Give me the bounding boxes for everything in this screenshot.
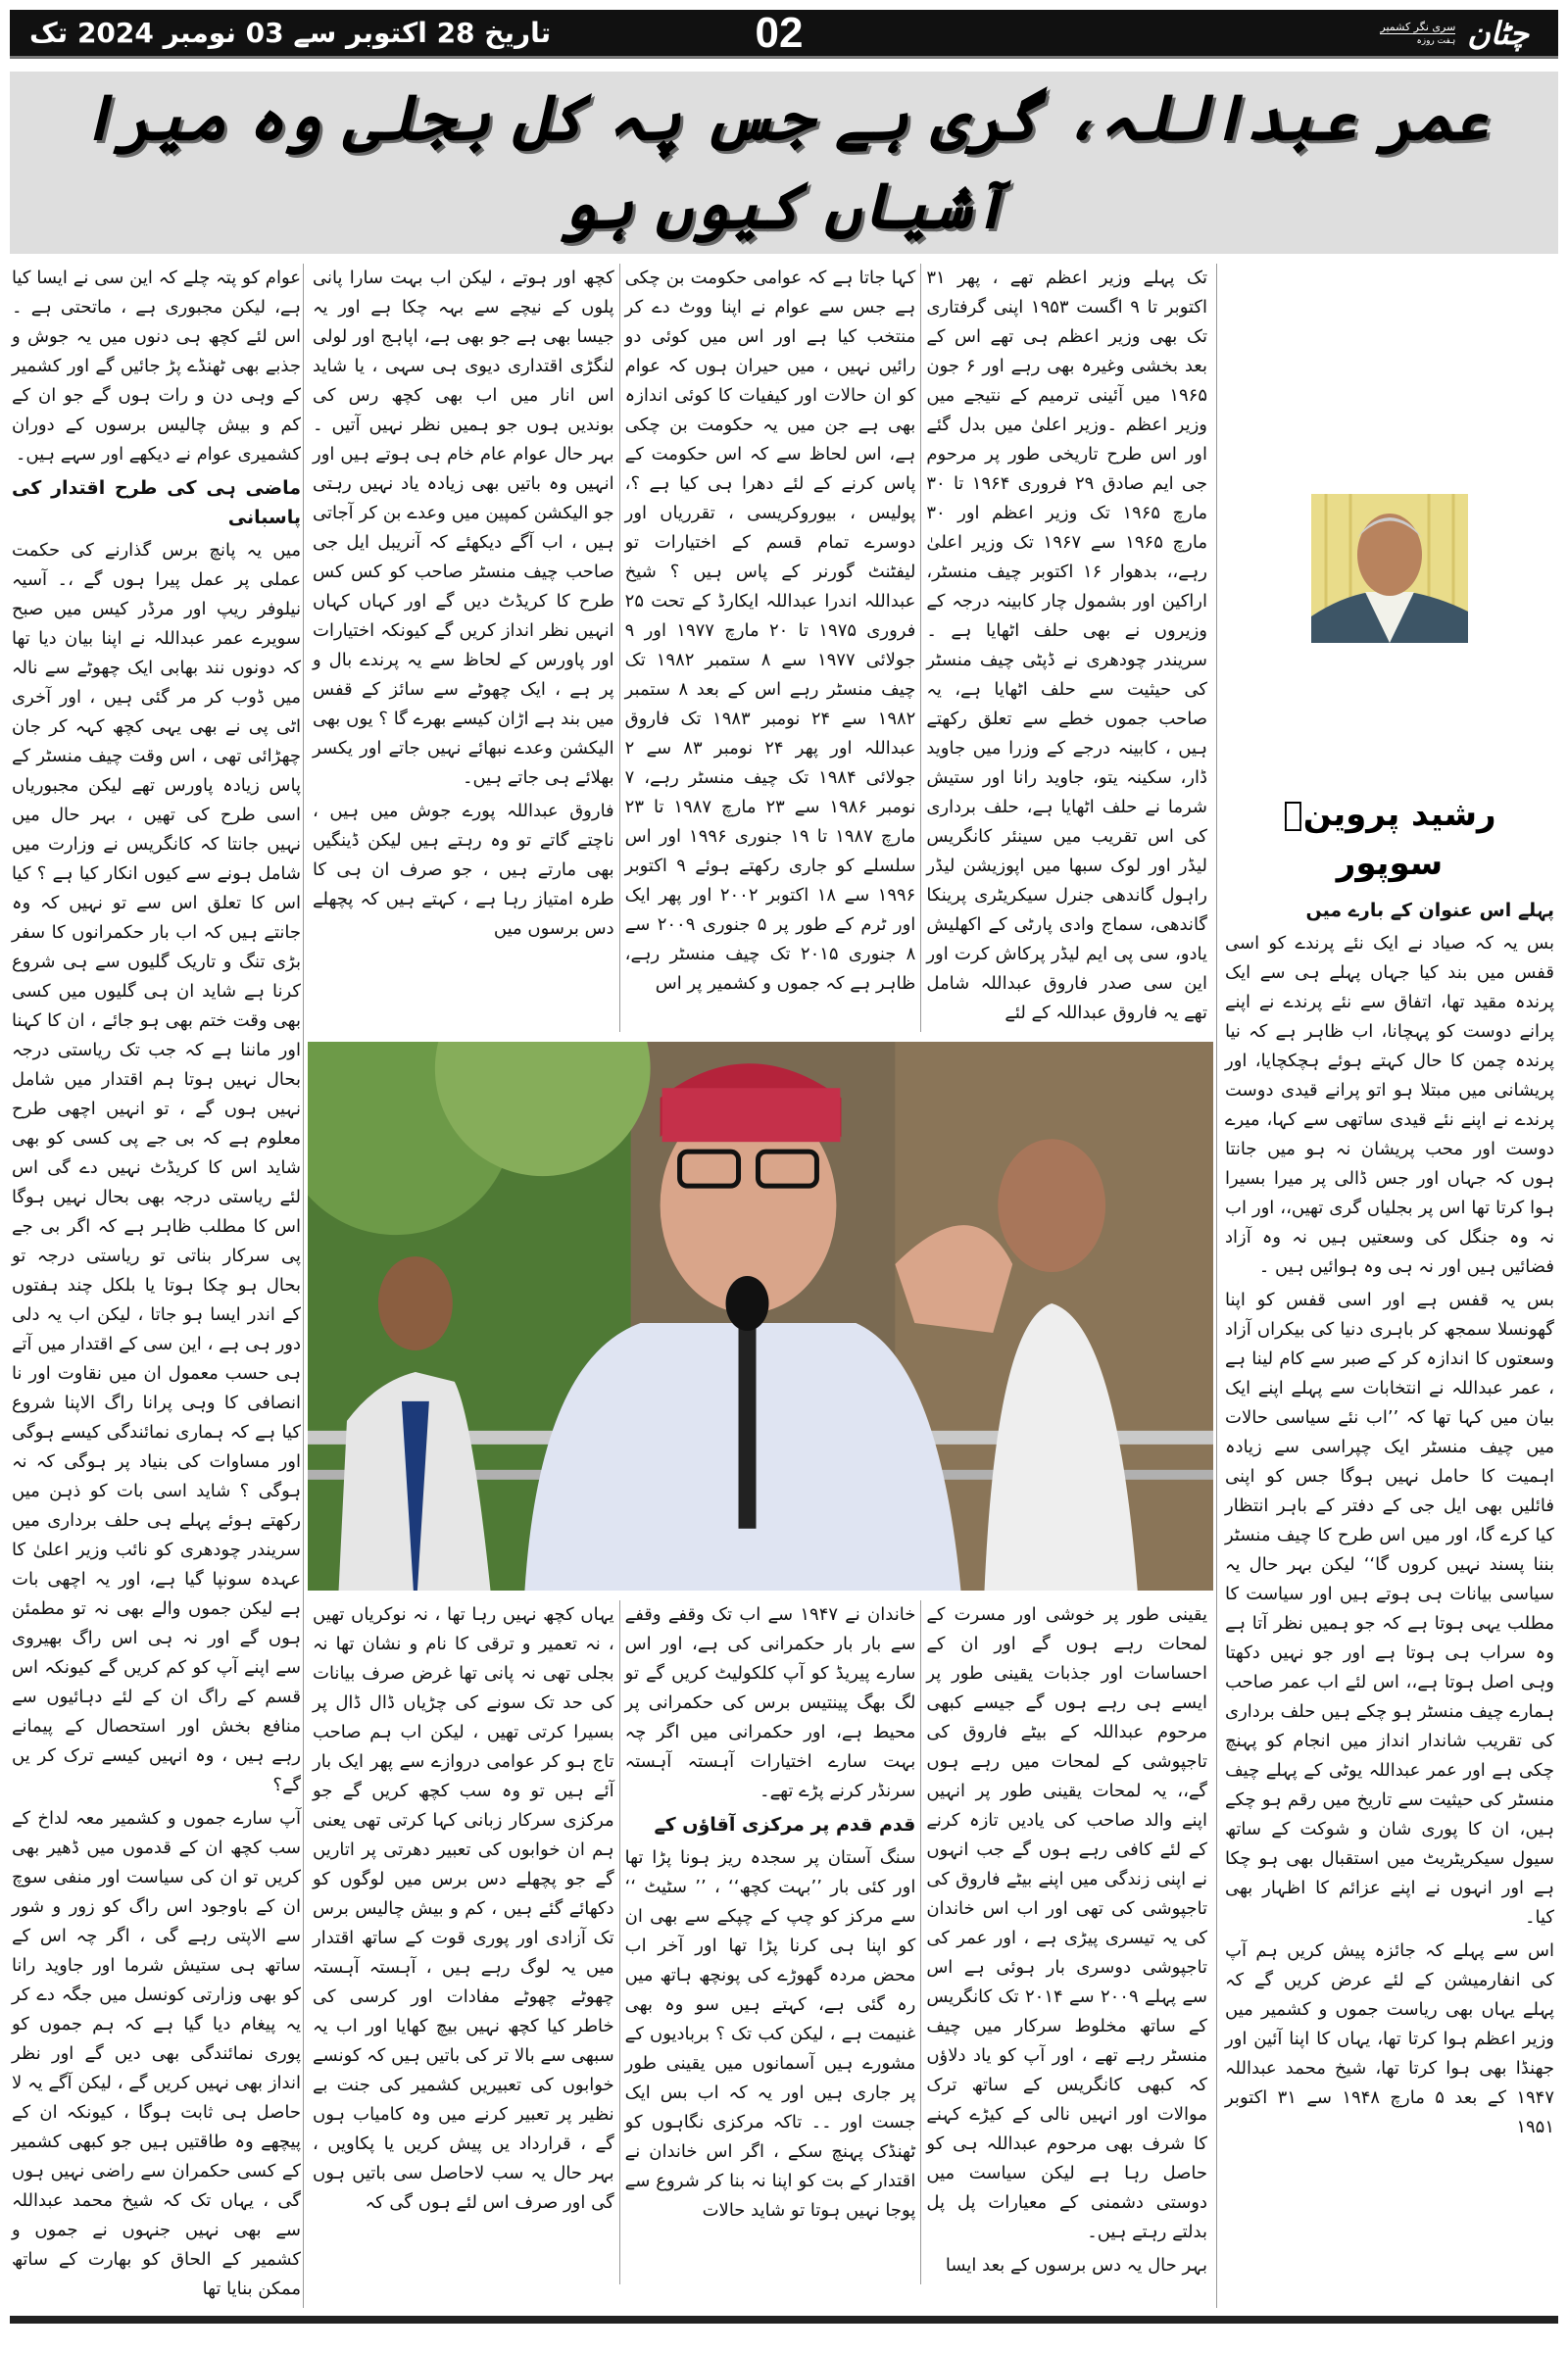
- paragraph: عوام کو پتہ چلے کہ این سی نے ایسا کیا ہے، لیکن مجبوری ہے ، ماتحتی ہے ۔اس لئے کچھ ہی دنوں میں یہ جوش و جذبے بھی ٹھنڈے پڑ جائیں گے اور کشمیر کے وہی دن و رات ہوں گے جو ان کے کم و بیش چالیس برسوں کے دوران کشمیری عوام نے دیکھے اور سہے ہیں۔: [12, 268, 301, 465]
- article-column-3: [619, 264, 921, 1032]
- newspaper-logo: چٹان: [1467, 14, 1529, 52]
- paragraph: یہاں کچھ نہیں رہا تھا ، نہ نوکریاں تھیں ، نہ تعمیر و ترقی کا نام و نشان تھا نہ بجلی تھی نہ پانی تھا غرض صرف بیانات کی حد تک سونے کی چڑیاں ڈال ڈال پر بسیرا کرتی تھیں ، لیکن اب ہم صاحب تاج ہو کر عوامی دروازے سے پھر ایک بار آئے ہیں تو وہ سب کچھ کریں گے جو مرکزی سرکار زبانی کہا کرتی تھی یعنی ہم ان خوابوں کی تعبیر دھرتی پر اتاریں گے جو پچھلے دس برس میں لوگوں کو دکھائے گئے ہیں ، کم و بیش چالیس برس تک آزادی اور پوری قوت کے ساتھ اقتدار میں یہ لوگ رہے ہیں ، آہستہ آہستہ چھوٹے چھوٹے مفادات اور کرسی کی خاطر کیا کچھ نہیں بیچ کھایا اور اب یہ سبھی سے بالا تر کی باتیں ہیں کہ کونسے خوابوں کی تعبیریں کشمیر کی جنت بے نظیر پر تعبیر کرنے میں وہ کامیاب ہوں گے ، قرارداد یں پیش کریں یا پکاویں ، بہر حال یہ سب لاحاصل سی باتیں ہوں گی اور صرف اس لئے ہوں گی کہ: [313, 1604, 614, 2213]
- article-column-4: [308, 264, 619, 1032]
- paragraph: یقینی طور پر خوشی اور مسرت کے لمحات رہے ہوں گے اور ان کے احساسات اور جذبات یقینی طور پر ایسے ہی رہے ہوں گے جیسے کبھی مرحوم عبداللہ کے بیٹے فاروق کی تاجپوشی کے لمحات میں رہے ہوں گے،، یہ لمحات یقینی طور پر انہیں اپنے والد صاحب کی یادیں تازہ کرنے کے لئے کافی رہے ہوں گے جب انہوں نے اپنی زندگی میں اپنے بیٹے فاروق کی تاجپوشی کی تھی اور اب اس خاندان کی یہ تیسری پیڑی ہے ، اور عمر کی تاجپوشی دوسری بار ہوئی ہے اس سے پہلے ۲۰۰۹ سے ۲۰۱۴ تک کانگریس کے ساتھ مخلوط سرکار میں چیف منسٹر رہے تھے ، اور آپ کو یاد دلاؤں کہ کبھی کانگریس کے ساتھ ترک موالات اور انہیں نالی کے کیڑے کہنے کا شرف بھی مرحوم عبداللہ ہی کو حاصل رہا ہے لیکن سیاست میں دوستی دشمنی کے معیارات پل پل بدلتے رہتے ہیں۔: [926, 1604, 1207, 2242]
- paragraph: خاندان نے ۱۹۴۷ سے اب تک وقفے وقفے سے بار بار حکمرانی کی ہے، اور اس سارے پیریڈ کو آپ کلکولیٹ کریں گے تو لگ بھگ پینتیس برس کی حکمرانی پر محیط ہے، اور حکمرانی میں اگر چہ بہت سارے اختیارات آہستہ آہستہ سرنڈر کرنے پڑے تھے۔: [624, 1604, 916, 1801]
- article-column-2-continued: [920, 1600, 1212, 2284]
- author-column: [1217, 264, 1558, 2308]
- paragraph: بس یہ قفس ہے اور اسی قفس کو اپنا گھونسلا سمجھ کر باہری دنیا کی بیکراں آزاد وسعتوں کا اندازہ کر کے صبر سے کام لینا ہے ، عمر عبداللہ نے انتخابات سے پہلے اپنے ایک بیان میں کہا تھا کہ ’’اب نئے سیاسی حالات میں چیف منسٹر ایک چپراسی سے زیادہ اہمیت کا حامل نہیں ہوگا جس کو اپنی فائلیں بھی ایل جی کے دفتر کے باہر انتظار کیا کرے گا، اور میں اس طرح کا چیف منسٹر بننا پسند نہیں کروں گا‘‘ لیکن بہر حال یہ سیاسی بیانات ہی ہوتے ہیں اور سیاست کا مطلب یہی ہوتا ہے کہ جو ہمیں نظر آتا ہے وہ سراب ہی ہوتا ہے اور جو نہیں دکھتا وہی اصل ہوتا ہے،، اس لئے اب عمر صاحب ہمارے چیف منسٹر ہو چکے ہیں حلف برداری کی تقریب شاندار انداز میں انجام کو پہنچ چکی ہے اور عمر عبداللہ یوٹی کے پہلے چیف منسٹر کی حیثیت سے تاریخ میں رقم ہو چکے ہیں، ان کا پوری شان و شوکت کے ساتھ سیول سیکریٹریٹ میں استقبال بھی ہو چکا ہے اور انہوں نے اپنے عزائم کا اظہار بھی کیا۔: [1225, 1290, 1554, 1928]
- lower-columns: [308, 1600, 1212, 2284]
- subheading: ماضی ہی کی طرح اقتدار کی پاسبانی: [12, 477, 301, 528]
- article-column-2: [920, 264, 1212, 1032]
- masthead-bar: [10, 10, 1558, 59]
- author-photo: [1311, 494, 1468, 643]
- subheading: پہلے اس عنوان کے بارے میں: [1305, 900, 1554, 921]
- paragraph: آپ سارے جموں و کشمیر معہ لداخ کے سب کچھ ان کے قدموں میں ڈھیر بھی کریں تو ان کی سیاست اور منفی سوچ ان کے باوجود اس راگ کو زور و شور سے الاپتی رہے گی ، اگر چہ اس کے ساتھ ہی ستیش شرما اور جاوید رانا کو بھی وزارتی کونسل میں جگہ دے کر یہ پیغام دیا گیا ہے کہ ہم جموں کو پوری نمائندگی بھی دیں گے اور نظر انداز بھی نہیں کریں گے ، لیکن آگے یہ لا حاصل ہی ثابت ہوگا ، کیونکہ ان کے پیچھے وہ طاقتیں ہیں جو کبھی کشمیر کے کسی حکمران سے راضی نہیں ہوں گی ، یہاں تک کہ شیخ محمد عبداللہ سے بھی نہیں جنہوں نے جموں و کشمیر کے الحاق کو بھارت کے ساتھ ممکن بنایا تھا: [12, 1808, 301, 2299]
- paragraph: کچھ اور ہوتے ، لیکن اب بہت سارا پانی پلوں کے نیچے سے بہہ چکا ہے اور یہ جیسا بھی ہے جو بھی ہے، اپاہج اور لولی لنگڑی اقتداری دیوی ہی سہی ، یا شاید اس انار میں اب بھی کچھ رس کی بوندیں ہوں جو ہمیں نظر نہیں آتیں ۔ بہر حال عوام عام خام ہی ہوتے ہیں اور انہیں وہ باتیں بھی زیادہ یاد نہیں رہتی جو الیکشن کمپین میں وعدے بن کر آجاتی ہیں ، اب آگے دیکھئے کہ آنریبل ایل جی صاحب چیف منسٹر صاحب کو کس کس طرح کا کریڈٹ دیں گے اور کہاں کہاں انہیں نظر انداز کریں گے کیونکہ اختیارات اور پاورس کے لحاظ سے یہ پرندے بال و پر ہے ، ایک چھوٹے سے سائز کے قفس میں بند ہے اڑان کیسے بھرے گا ؟ یوں بھی الیکشن وعدے نبھائے نہیں جاتے اور یکسر بھلائے ہی جاتے ہیں۔: [313, 268, 614, 788]
- article-body: [10, 264, 1558, 2308]
- article-column-3-continued: [619, 1600, 921, 2284]
- paragraph: بہر حال یہ دس برسوں کے بعد ایسا: [945, 2255, 1207, 2276]
- paragraph: کہا جاتا ہے کہ عوامی حکومت بن چکی ہے جس سے عوام نے اپنا ووٹ دے کر منتخب کیا ہے اور اس میں کوئی دو رائیں نہیں ، میں حیران ہوں کہ عوام کو ان حالات اور کیفیات کا کوئی اندازہ بھی ہے جن میں یہ حکومت بن چکی ہے، اس لحاظ سے کہ اس حکومت کے پاس کرنے کے لئے دھرا ہی کیا ہے ؟، پولیس ، بیوروکریسی ، تقرریاں اور دوسرے تمام قسم کے اختیارات تو لیفٹنٹ گورنر کے پاس ہیں ؟ شیخ عبداللہ اندرا عبداللہ ایکارڈ کے تحت ۲۵ فروری ۱۹۷۵ تا ۲۰ مارچ ۱۹۷۷ اور ۹ جولائی ۱۹۷۷ سے ۸ ستمبر ۱۹۸۲ تک چیف منسٹر رہے اس کے بعد ۸ ستمبر ۱۹۸۲ سے ۲۴ نومبر ۱۹۸۳ تک فاروق عبداللہ اور پھر ۲۴ نومبر ۸۳ سے ۲ جولائی ۱۹۸۴ تک چیف منسٹر رہے، ۷ نومبر ۱۹۸۶ سے ۲۳ مارچ ۱۹۸۷ تا ۲۳ مارچ ۱۹۸۷ تا ۱۹ جنوری ۱۹۹۶ اور اس سلسلے کو جاری رکھتے ہوئے ۹ اکتوبر ۱۹۹۶ سے ۱۸ اکتوبر ۲۰۰۲ اور پھر ایک اور ٹرم کے طور پر ۵ جنوری ۲۰۰۹ سے ۸ جنوری ۲۰۱۵ تک چیف منسٹر رہے، ظاہر ہے کہ جموں و کشمیر پر اس: [624, 268, 916, 994]
- paragraph: فاروق عبداللہ پورے جوش میں ہیں ، ناچتے گاتے تو وہ رہتے ہیں لیکن ڈینگیں بھی مارتے ہیں ، جو صرف ان ہی کا طرہ امتیاز رہا ہے ، کہتے ہیں کہ پچھلے دس برسوں میں: [313, 801, 614, 939]
- main-photo-speech: [308, 1042, 1213, 1591]
- subheading: قدم قدم پر مرکزی آقاؤں کے: [654, 1814, 916, 1836]
- paragraph: اس سے پہلے کہ جائزہ پیش کریں ہم آپ کی انفارمیشن کے لئے عرض کریں گے کہ پہلے یہاں بھی ریاست جموں و کشمیر میں وزیر اعظم ہوا کرتا تھا، یہاں کا اپنا آئین اور جھنڈا بھی ہوا کرتا تھا، شیخ محمد عبداللہ ۱۹۴۷ کے بعد ۵ مارچ ۱۹۴۸ سے ۳۱ اکتوبر ۱۹۵۱: [1225, 1940, 1554, 2137]
- article-headline: عمر عبداللہ، گری ہے جس پہ کل بجلی وہ میرا آشیاں کیوں ہو: [78, 82, 1490, 243]
- article-column-5: [10, 264, 304, 2308]
- page-bottom-rule: [10, 2316, 1558, 2324]
- paragraph: تک پہلے وزیر اعظم تھے ، پھر ۳۱ اکتوبر تا ۹ اگست ۱۹۵۳ اپنی گرفتاری تک بھی وزیر اعظم ہی تھے اس کے بعد بخشی وغیرہ بھی رہے اور ۶ جون ۱۹۶۵ میں آئینی ترمیم کے نتیجے میں وزیر اعظم ۔وزیر اعلیٰ میں بدل گئے اور اس طرح تاریخی طور پر مرحوم جی ایم صادق ۲۹ فروری ۱۹۶۴ تا ۳۰ مارچ ۱۹۶۵ تک وزیر اعظم اور ۳۰ مارچ ۱۹۶۵ سے ۱۹۶۷ تک وزیر اعلیٰ رہے،، بدھوار ۱۶ اکتوبر چیف منسٹر، اراکین اور بشمول چار کابینہ درجہ کے وزیروں نے بھی حلف اٹھایا ہے ۔سریندر چودھری نے ڈپٹی چیف منسٹر کی حیثیت سے حلف اٹھایا ہے، یہ صاحب جموں خطے سے تعلق رکھتے ہیں ، کابینہ درجے کے وزرا میں جاوید ڈار، سکینہ یتو، جاوید رانا اور ستیش شرما نے حلف اٹھایا ہے، حلف برداری کی اس تقریب میں سینئر کانگریس لیڈر اور لوک سبھا میں اپوزیشن لیڈر راہول گاندھی جنرل سیکریٹری پرینکا گاندھی، سماج وادی پارٹی کے اکھلیش یادو، سی پی ایم لیڈر پرکاش کرت اور این سی صدر فاروق عبداللہ شامل تھے یہ فاروق عبداللہ کے لئے: [926, 268, 1208, 1023]
- masthead-brand: [980, 14, 1529, 53]
- article-middle-block: [304, 264, 1217, 2308]
- article-column-1: [1225, 896, 1554, 2142]
- issue-date-range: تاریخ 28 اکتوبر سے 03 نومبر 2024 تک: [29, 17, 552, 49]
- headline-box: [10, 72, 1558, 254]
- paragraph: سنگ آستان پر سجدہ ریز ہونا پڑا تھا اور کئی بار ’’بہت کچھ‘‘ ، ’’ سٹیٹ ‘‘ سے مرکز کو چپ کے چپکے سے بھی ان کو اپنا ہی کرنا پڑا تھا اور آخر اب محض مردہ گھوڑے کی پونچھ ہاتھ میں رہ گئی ہے، کہتے ہیں سو وہ بھی غنیمت ہے ، لیکن کب تک ؟ بربادیوں کے مشورے ہیں آسمانوں میں یقینی طور پر جاری ہیں اور یہ کہ اب بس ایک جست اور ۔۔ تاکہ مرکزی نگاہوں کو ٹھنڈک پہنچ سکے ، اگر اس خاندان نے اقتدار کے بت کو اپنا نہ بنا کر شروع سے پوجا نہیں ہوتا تو شاید حالات: [624, 1847, 916, 2221]
- paragraph: بس یہ کہ صیاد نے ایک نئے پرندے کو اسی قفس میں بند کیا جہاں پہلے ہی سے ایک پرندہ مقید تھا، اتفاق سے نئے پرندے نے اپنے پرانے دوست کو پہچانا، اب ظاہر ہے کہ نیا پرندہ چمن کا حال کہتے ہوئے ہچکچایا، اور پریشانی میں مبتلا ہو اتو پرانے قیدی دوست پرندے نے اپنے نئے قیدی ساتھی سے کہا، میرے دوست اور محب پریشان نہ ہو میں جانتا ہوں کہ جہاں اور جس ڈالی پر میرا بسیرا ہوا کرتا تھا اس پر بجلیاں گری تھیں،، اور اب نہ وہ جنگل کی وسعتیں ہیں نہ وہ آزاد فضائیں ہیں اور نہ ہی وہ ہوائیں ہیں ۔: [1225, 933, 1554, 1277]
- article-column-4-continued: [308, 1600, 619, 2284]
- masthead-frequency: ہفت روزہ: [1416, 35, 1456, 46]
- upper-columns: [308, 264, 1212, 1032]
- page-number: 02: [755, 9, 804, 57]
- author-byline: رشید پروینؔ سوپور: [1283, 795, 1496, 883]
- paragraph: میں یہ پانچ برس گذارنے کی حکمت عملی پر عمل پیرا ہوں گے ،۔ آسیہ نیلوفر ریپ اور مرڈر کیس میں صبح سویرے عمر عبداللہ نے اپنا بیان دیا تھا کہ دونوں نند بھابی ایک چھوٹے سے نالہ میں ڈوب کر مر گئی ہیں ، اور آخری اٹی پی نے بھی یہی کچھ کہہ کر جان چھڑائی تھی ، اس وقت چیف منسٹر کے پاس زیادہ پاورس تھے لیکن مجبوریاں اسی طرح کی تھیں ، بہر حال میں نہیں جانتا کہ کانگریس نے وزارت میں شامل ہونے سے کیوں انکار کیا ہے ؟ کیا اس کا تعلق اس سے تو نہیں کہ وہ جانتے ہیں کہ اب بار حکمرانوں کا سفر بڑی تنگ و تاریک گلیوں سے ہی شروع کرنا ہے شاید ان ہی گلیوں میں کسی بھی وقت ختم بھی ہو جائے ، ان کا کہنا اور ماننا ہے کہ جب تک ریاستی درجہ بحال نہیں ہوتا ہم اقتدار میں شامل نہیں ہوں گے ، تو انہیں اچھی طرح معلوم ہے کہ بی جے پی کسی کو بھی شاید اس کا کریڈٹ نہیں دے گی اس لئے ریاستی درجہ بھی بحال نہیں ہوگا اس کا مطلب ظاہر ہے کہ اگر بی جے پی سرکار بناتی تو ریاستی درجہ تو بحال ہو چکا ہوتا یا بلکل چند ہفتوں کے اندر ایسا ہو جاتا ، لیکن اب یہ دلی دور ہی ہے ، این سی کے اقتدار میں آتے ہی حسب معمول ان میں نقاوت اور نا انصافی کا وہی پرانا راگ الاپنا شروع کیا ہے کہ ہماری نمائندگی کیسے ہوگی اور مساوات کی بنیاد پر ہوگی کہ نہ ہوگی ؟ شاید اسی بات کو ذہن میں رکھتے ہوئے پہلے ہی حلف برداری میں سریندر چودھری کو نائب وزیر اعلیٰ کا عہدہ سونپا گیا ہے، اور یہ اچھی بات ہے لیکن جموں والے بھی نہ تو مطمئن ہوں گے اور نہ ہی اس راگ بھیروی سے اپنے آپ کو کم کریں گے کیونکہ اس قسم کے راگ ان کے لئے دہائیوں سے منافع بخش اور استحصال کے پیمانے رہے ہیں ، وہ انہیں کیسے ترک کر یں گے؟: [12, 540, 301, 1795]
- masthead-city: سری نگر کشمیر: [1380, 20, 1456, 33]
- masthead-meta: [1380, 21, 1455, 46]
